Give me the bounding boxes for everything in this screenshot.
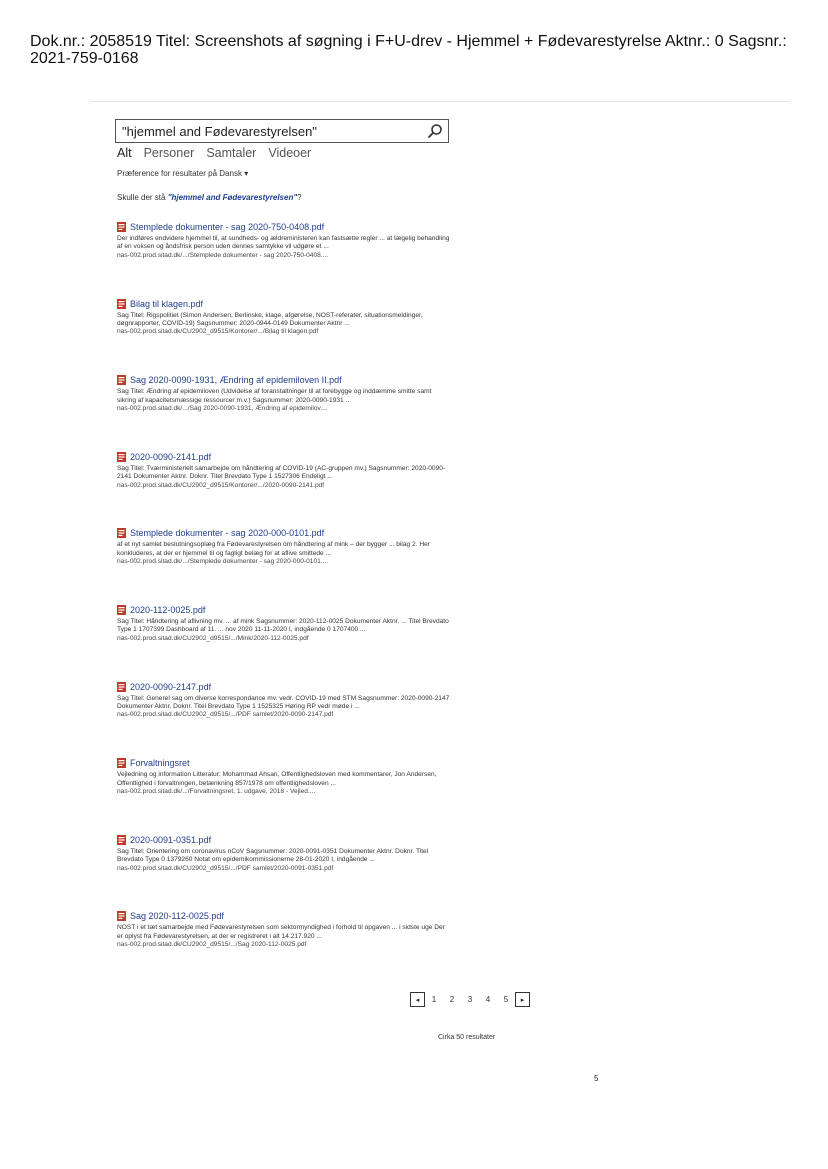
document-header: Dok.nr.: 2058519 Titel: Screenshots af søgning i F+U-drev - Hjemmel + Fødevarestyrelse Aktnr.: 0 Sagsnr.: 2021-759-0168: [30, 33, 787, 67]
result-url[interactable]: nas-002.prod.sitad.dk/CU2902_d9515/.../PDF samlet/2020-0091-0351.pdf: [117, 864, 334, 872]
result-title: 2020-112-0025.pdf: [130, 604, 206, 615]
pdf-file-icon: [117, 911, 126, 921]
tab-samtaler[interactable]: Samtaler: [206, 146, 257, 160]
tab-videoer[interactable]: Videoer: [268, 146, 312, 160]
page-link-5[interactable]: 5: [503, 995, 509, 1004]
search-icon[interactable]: [427, 123, 443, 139]
result-url[interactable]: nas-002.prod.sitad.dk/CU2902_d9515/.../Sag 2020-112-0025.pdf: [117, 941, 307, 949]
result-snippet: Sag Titel: Tværministerielt samarbejde om håndtering af COVID-19 (AC-gruppen mv.) Sagsnummer: 2020-0090-2141 Dokumenter Aktnr. Doknr. Titel Brevdato Type 1 1527306 Endeligt ...: [117, 464, 446, 481]
pdf-file-icon: [117, 605, 126, 615]
pdf-file-icon: [117, 528, 126, 538]
result-title-link[interactable]: [117, 374, 452, 386]
search-input[interactable]: [122, 122, 422, 140]
result-title: 2020-0091-0351.pdf: [130, 834, 212, 845]
result-title-link[interactable]: [117, 527, 452, 539]
result-url[interactable]: nas-002.prod.sitad.dk/CU2902_d9515/.../PDF samlet/2020-0090-2147.pdf: [117, 711, 334, 719]
language-preference-label: Præference for resultater på Dansk: [117, 169, 242, 178]
search-tabs: [117, 146, 311, 160]
result-title-link[interactable]: [117, 221, 452, 233]
result-item: [117, 757, 452, 834]
result-title: Bilag til klagen.pdf: [130, 298, 204, 309]
result-item: [117, 374, 452, 451]
search-results: [117, 221, 452, 987]
result-url[interactable]: nas-002.prod.sitad.dk/.../Stemplede dokumenter - sag 2020-750-0408....: [117, 251, 329, 259]
result-title: Sag 2020-112-0025.pdf: [130, 911, 224, 922]
pdf-file-icon: [117, 682, 126, 692]
prev-page-button[interactable]: ◂: [410, 992, 425, 1007]
pdf-file-icon: [117, 758, 126, 768]
result-title: 2020-0090-2141.pdf: [130, 451, 212, 462]
next-page-button[interactable]: ▸: [515, 992, 530, 1007]
language-preference[interactable]: [117, 169, 248, 178]
result-title-link[interactable]: [117, 604, 452, 616]
result-title-link[interactable]: [117, 757, 452, 769]
result-title: Stemplede dokumenter - sag 2020-000-0101.pdf: [130, 528, 325, 539]
pdf-file-icon: [117, 452, 126, 462]
page-link-2[interactable]: 2: [449, 995, 455, 1004]
pdf-file-icon: [117, 222, 126, 232]
result-title: 2020-0090-2147.pdf: [130, 681, 212, 692]
result-url[interactable]: nas-002.prod.sitad.dk/.../Stemplede dokumenter - sag 2020-000-0101....: [117, 558, 329, 566]
result-snippet: af et nyt samlet beslutningsoplæg fra Fødevarestyrelsen om håndtering af mink – der bygger ... bilag 2. Her konkluderes, at der er hjemmel til og fagligt belæg for at aflive smittede ...: [117, 541, 430, 557]
chevron-down-icon: ▾: [244, 169, 249, 178]
suggestion-prefix: Skulle der stå: [117, 193, 166, 202]
result-item: [117, 604, 452, 681]
pagination: [410, 992, 530, 1007]
pdf-file-icon: [117, 835, 126, 845]
pdf-file-icon: [117, 299, 126, 309]
result-title-link[interactable]: [117, 451, 452, 463]
result-url[interactable]: nas-002.prod.sitad.dk/.../Forvaltningsret, 1. udgave, 2018 - Vejled....: [117, 787, 316, 795]
result-item: [117, 298, 452, 375]
result-snippet: Sag Titel: Generel sag om diverse korrespondance mv. vedr. COVID-19 med STM Sagsnummer: 2020-0090-2147 Dokumenter Aktnr. Doknr. Titel Brevdato Type 1 1525325 Høring RP vedr møde i ...: [117, 694, 450, 710]
page-link-4[interactable]: 4: [485, 995, 491, 1004]
search-box[interactable]: [115, 119, 449, 143]
result-count: Cirka 50 resultater: [438, 1034, 496, 1041]
result-title-link[interactable]: [117, 834, 452, 846]
result-url[interactable]: nas-002.prod.sitad.dk/CU2902_d9515/Kontorer/.../2020-0090-2141.pdf: [117, 481, 325, 489]
result-snippet: Sag Titel: Ændring af epidemiloven (Udvidelse af foranstaltninger til at forebygge og inddæmme smitte samt sikring af kapacitetsmæssige ressourcer m.v.) Sagsnummer: 2020-0090-1931 ...: [117, 388, 432, 404]
result-title-link[interactable]: [117, 298, 452, 310]
suggestion-link[interactable]: "hjemmel and Fødevarestyrelsen": [167, 193, 298, 202]
suggestion-suffix: ?: [297, 193, 302, 202]
document-page-number: 5: [594, 1074, 599, 1083]
result-snippet: NOST i et tæt samarbejde med Fødevarestyrelsen som sektormyndighed i forhold til opgaven ... i sidste uge Der er oplyst fra Fødevarestyrelsen, at der er registreret i alt 14.217.920 ...: [117, 924, 445, 940]
result-url[interactable]: nas-002.prod.sitad.dk/CU2902_d9515/Kontorer/.../Bilag til klagen.pdf: [117, 328, 319, 336]
result-item: [117, 527, 452, 604]
result-title: Sag 2020-0090-1931, Ændring af epidemiloven II.pdf: [130, 375, 342, 386]
result-title: Forvaltningsret: [130, 758, 190, 769]
result-item: [117, 221, 452, 298]
result-item: [117, 910, 452, 987]
result-item: [117, 451, 452, 528]
header-divider: [90, 101, 790, 102]
result-title-link[interactable]: [117, 910, 452, 922]
spelling-suggestion: [117, 193, 302, 202]
result-snippet: Sag Titel: Rigspolitiet (Simon Andersen, Berlinske, klage, afgørelse, NOST-referater, situationsmeldinger, døgnrapporter, COVID-19) Sagsnummer: 2020-0944-0149 Dokumenter Aktnr ...: [117, 311, 423, 327]
result-snippet: Vejledning og information Litteratur: Mohammad Ahsan, Offentlighedsloven med kommentarer, Jon Andersen, Offentlighed i forvaltningen, betænkning 857/1978 om offentlighedsloven ...: [117, 771, 437, 787]
result-item: [117, 681, 452, 758]
result-title-link[interactable]: [117, 681, 452, 693]
page-link-3[interactable]: 3: [467, 995, 473, 1004]
pdf-file-icon: [117, 375, 126, 385]
result-url[interactable]: nas-002.prod.sitad.dk/CU2902_d9515/.../Mink/2020-112-0025.pdf: [117, 634, 309, 642]
result-title: Stemplede dokumenter - sag 2020-750-0408.pdf: [130, 222, 325, 232]
result-item: [117, 834, 452, 911]
result-snippet: Sag Titel: Orientering om coronavirus nCoV Sagsnummer: 2020-0091-0351 Dokumenter Aktnr. Doknr. Titel Brevdato Type 0 1379260 Notat om epidemikommissionerne 28-01-2020 I, indgående ...: [117, 847, 429, 864]
tab-alt[interactable]: Alt: [117, 146, 132, 160]
result-url[interactable]: nas-002.prod.sitad.dk/.../Sag 2020-0090-1931, Ændring af epidemilov....: [117, 405, 328, 412]
result-snippet: Sag Titel: Håndtering af aflivning mv. ... af mink Sagsnummer: 2020-112-0025 Dokumenter Aktnr. ... Titel Brevdato Type 1 1707399 Dashboard af 11. ... nov 2020 11-11-2020 I, indgående 0 1707400 ...: [117, 617, 449, 634]
page-link-1[interactable]: 1: [431, 995, 437, 1004]
result-snippet: Der indføres endvidere hjemmel til, at sundheds- og ældreministeren kan fastsætte regler ... at lægelig behandling af en voksen og åndsfrisk person uden dennes samtykke vil udgøre et ...: [117, 235, 450, 251]
tab-personer[interactable]: Personer: [143, 146, 195, 160]
